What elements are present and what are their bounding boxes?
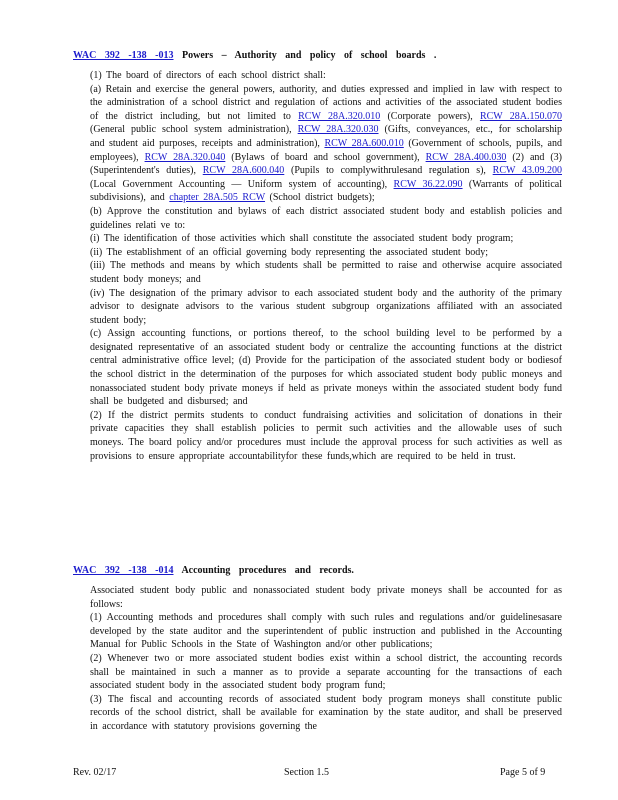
paragraph-text: (ii) The establishment of an official governing body representing the associated student body; (90, 246, 488, 258)
section-014-heading (73, 565, 354, 576)
paragraph-text: (b) Approve the constitution and bylaws of each district associated student body and establish policies and guidelines relati ve to: (90, 205, 562, 231)
paragraph-text: (Bylaws of board and school government), (225, 151, 426, 163)
section-013-code-link[interactable]: WAC 392 -138 -013 (73, 50, 174, 61)
paragraph (90, 69, 562, 83)
paragraph (90, 652, 562, 693)
section-013-heading (73, 50, 436, 61)
paragraph-text: (a) Retain and exercise the general powers, authority, and duties expressed and implied in law with respect to the administration of a school district and regulation of actions and activities of the associated student bodies of the district including, but not limited to (90, 83, 562, 122)
paragraph (90, 259, 562, 286)
section-013-title: Powers – Authority and policy of school boards . (182, 50, 437, 61)
paragraph-text: (School district budgets); (265, 192, 375, 204)
rcw-link[interactable]: RCW 28A.320.030 (297, 124, 379, 136)
footer-page-number: Page 5 of 9 (500, 767, 546, 778)
rcw-link[interactable]: RCW 28A.600.040 (202, 165, 285, 177)
rcw-link[interactable]: RCW 43.09.200 (492, 165, 562, 177)
paragraph-text: (Pupils to complywithrulesand regulation s), (284, 165, 493, 177)
paragraph-text: (2) Whenever two or more associated student bodies exist within a school district, the accounting records shall be maintained in such a manner as to provide a separate accounting for the transactions of each associated student body in the associated student body program fund; (90, 652, 562, 692)
paragraph-text: (Gifts, conveyances, etc., for scholarship and student aid purposes, receipts and administration), (90, 124, 562, 149)
section-013-body (90, 69, 562, 463)
paragraph (90, 205, 562, 232)
paragraph-text: (1) Accounting methods and procedures shall comply with such rules and regulations and/or guidelinesasare developed by the state auditor and the superintendent of public instruction and published in the Accounting Manual for Public Schools in the State of Washington and/or other publications; (90, 612, 562, 651)
rcw-link[interactable]: RCW 28A.600.010 (324, 137, 404, 149)
paragraph-text: (Corporate powers), (380, 110, 480, 122)
paragraph-text: (2) If the district permits students to conduct fundraising activities and solicitation of donations in their private capacities they shall establish policies to permit such activities and the allowable uses of such moneys. The board policy and/or procedures must include the approval process for such activities as well as provisions to ensure appropriate accountabilityfor these funds,which are required to be held in trust. (90, 409, 562, 462)
paragraph (90, 287, 562, 328)
paragraph (90, 246, 562, 260)
rcw-link[interactable]: RCW 28A.320.010 (298, 110, 381, 122)
section-014-body (90, 584, 562, 734)
section-014-title: Accounting procedures and records. (181, 565, 354, 576)
paragraph (90, 232, 562, 246)
paragraph (90, 409, 562, 463)
rcw-link[interactable]: RCW 28A.150.070 (479, 110, 562, 122)
paragraph-text: (Local Government Accounting — Uniform system of accounting), (90, 178, 394, 190)
paragraph (90, 327, 562, 409)
paragraph-text: (3) The fiscal and accounting records of associated student body program moneys shall constitute public records of the school district, shall be available for examination by the state auditor, and shall be preserved in accordance with statutory provisions governing the (90, 693, 562, 732)
paragraph-text: (i) The identification of those activities which shall constitute the associated student body program; (90, 233, 514, 245)
paragraph-text: (c) Assign accounting functions, or portions thereof, to the school building level to be performed by a designated representative of an associated student body or centralize the accounting functions at the district central administrative office level; (d) Provide for the participation of the associated student body or bodiesof the school district in the determination of the purposes for which associated student body public moneys and nonassociated student body private moneys if held as private moneys within the associated student body fund shall be budgeted and disbursed; and (90, 328, 562, 408)
footer-revision: Rev. 02/17 (73, 767, 117, 778)
paragraph (90, 693, 562, 734)
paragraph (90, 584, 562, 611)
paragraph-text: (General public school system administration), (90, 124, 298, 136)
rcw-link[interactable]: RCW 28A.400.030 (425, 151, 507, 163)
rcw-link[interactable]: chapter 28A.505 RCW (169, 192, 266, 204)
paragraph-text: (iv) The designation of the primary advisor to each associated student body and the authority of the primary advisor to designate advisors to the various student subgroup organizations affiliated with an associated student body; (90, 287, 562, 326)
paragraph (90, 83, 562, 205)
rcw-link[interactable]: RCW 28A.320.040 (144, 151, 226, 163)
paragraph-text: Associated student body public and nonassociated student body private moneys shall be accounted for as follows: (90, 585, 562, 610)
paragraph-text: (Warrants of political subdivisions), and (90, 178, 562, 204)
paragraph-text: (iii) The methods and means by which students shall be permitted to raise and otherwise acquire associated student body moneys; and (90, 260, 562, 285)
paragraph-text: (Government of schools, pupils, and employees), (90, 137, 562, 163)
paragraph-text: (2) and (3) (Superintendent's duties), (90, 151, 562, 177)
paragraph-text: (1) The board of directors of each school district shall: (90, 70, 326, 81)
rcw-link[interactable]: RCW 36.22.090 (393, 178, 463, 190)
section-014-code-link[interactable]: WAC 392 -138 -014 (73, 565, 174, 576)
paragraph (90, 611, 562, 652)
footer-section: Section 1.5 (284, 767, 329, 778)
